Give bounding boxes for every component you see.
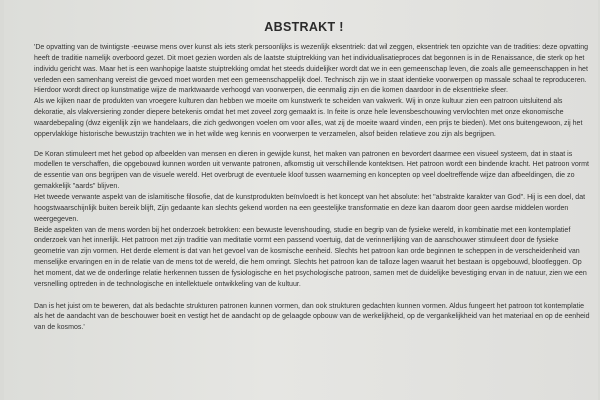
text-panel <box>4 0 598 400</box>
document-body <box>34 43 590 334</box>
paragraph-6: Dan is het juist om te beweren, dat als bedachte strukturen patronen kunnen vormen, dan ook strukturen gedachten kunnen vormen. Aldus fungeert het patroon tot kontemplatie als het de aandacht van de beschouwer boeit en vestigt het de aandacht op de gelaagde opbouw van de werkelijkheid, op de vergankelijkheid van het materiaal en op de eenheid van de kosmos.' <box>34 302 590 332</box>
paragraph-5: Beide aspekten van de mens worden bij het onderzoek betrokken: een bewuste levenshouding, studie en begrip van de fysieke wereld, in kombinatie met een kontemplatief onderzoek van het innerlijk. Het patroon met zijn traditie van meditatie vormt een passend voertuig, dat de verinnerlijking van de aanschouwer stimuleert door de fysieke geometrie van zijn vormen. Het derde element is dat van het gevoel van de kosmische eenheid. Slechts het patroon kan orde beginnen te scheppen in de verscheidenheid van menselijke ervaringen en in de relatie van de mens tot de wereld, die hem omringt. Slechts het patroon kan de talloze lagen waaruit het bestaan is opgebouwd, blootleggen. Op het moment, dat we de onderlinge relatie herkennen tussen de fysiologische en het psychologische patroon, samen met de duidelijke bevestiging ervan in de natuur, zien we een versnelling optreden in de technologische en intellektuele ontwikkeling van de kultuur. <box>34 226 587 288</box>
paragraph-4: Het tweede verwante aspekt van de islamitische filosofie, dat de kunstprodukten beïnvloedt is het koncept van het absolute: het "abstrakte karakter van God". Hij is een doel, dat hoogstwaarschijnlijk buiten bereik blijft, Zijn gedaante kan slechts gekend worden na een geestelijke transformatie en deze kan daarom door geen aardse middelen worden weergegeven. <box>34 193 586 223</box>
paragraph-1: 'De opvatting van de twintigste -eeuwse mens over kunst als iets sterk persoonlijks is wezenlijk eksentriek: dat wil zeggen, eksentriek ten opzichte van de tradities: deze opvatting heeft de traditie namelijk overboord gezet. Dit moet gezien worden als de laatste stuiptrekking van het individualisatieproces dat begonnen is in de Renaissance, die sterk op het individu gericht was. Maar het is een wanhopige laatste stuiptrekking omdat het steeds duidelijker wordt dat we in een gemeenschap leven, die zoals alle gemeenschappen in het verleden een samenhang vereist die gevoed moet worden met een gemeenschappelijk doel. Technisch zijn we in staat identieke voorwerpen op massale schaal te reproduceren. Hierdoor wordt direct op kunstmatige wijze de marktwaarde verhoogd van voorwerpen, die eenmalig zijn en die komen daardoor in de eksentrieke sfeer. <box>34 44 589 95</box>
paragraph-2: Als we kijken naar de produkten van vroegere kulturen dan hebben we moeite om kunstwerk te scheiden van vakwerk. Wij in onze kultuur zien een patroon uitsluitend als dekoratie, als vlakversiering zonder diepere betekenis omdat het met zoveel zorg gemaakt is. In feite is onze hele levensbeschouwing vervlochten met onze ekonomische waardebepaling (dwz eigenlijk zijn we handelaars, die zich gedwongen voelen om voor alles, wat zij de moeite waard vinden, een prijs te bieden). Met ons buitengewoon, zij het oppervlakkige historische bewustzijn trachten we in het wilde weg kennis en voorwerpen te verzamelen, alsof beiden relatieve zou zijn als begrijpen. <box>34 98 583 138</box>
paragraph-3: De Koran stimuleert met het gebod op afbeelden van mensen en dieren in gewijde kunst, het maken van patronen en bevordert daarmee een visueel systeem, dat in staat is modellen te verschaffen, die opgebouwd kunnen worden uit verwante patronen, afkomstig uit verschillende kontektsen. Het patroon wordt een bindende kracht. Het patroon vormt de essentie van ons begrijpen van de visuele wereld. Het overbrugt de eventuele kloof tussen waarneming en koncepten op veel doeltreffende wijze dan afbeeldingen, die zo gemakkelijk "aards" blijven. <box>34 150 589 191</box>
document-title: ABSTRAKT ! <box>264 20 344 34</box>
